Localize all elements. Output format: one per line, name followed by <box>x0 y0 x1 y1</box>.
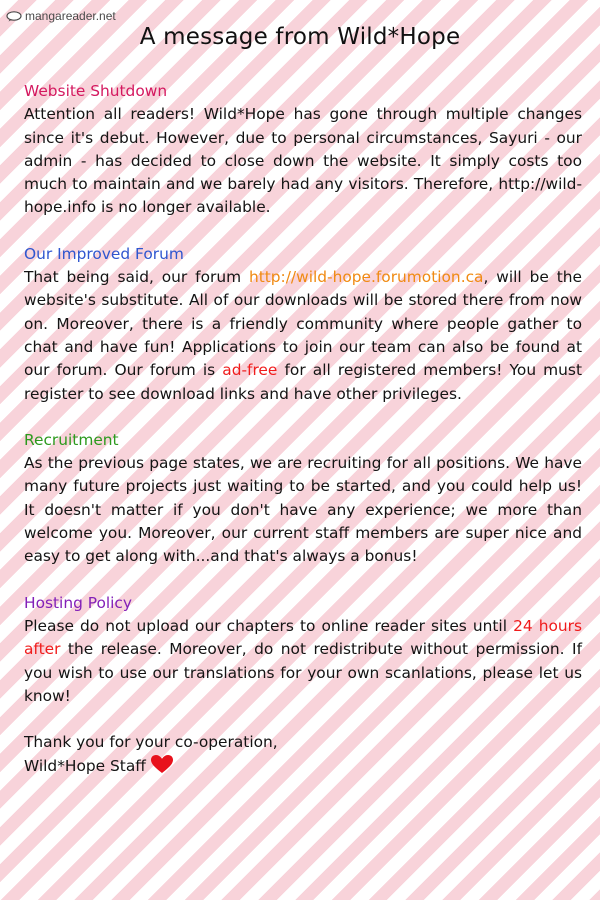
page-title: A message from Wild*Hope <box>139 24 461 50</box>
ad-free-highlight: ad-free <box>222 361 278 380</box>
section-text: As the previous page states, we are recruiting for all positions. We have many future projects just waiting to be started, and you could help us! It doesn't matter if you don't have any experience; we more than welcome you. Moreover, our current staff members are super nice and easy to get along with...and that's always a bonus! <box>24 454 582 566</box>
watermark-text: mangareader.net <box>25 9 116 23</box>
heart-icon <box>150 754 174 774</box>
section-heading: Hosting Policy <box>24 593 133 612</box>
section-text-part: Please do not upload our chapters to online reader sites until <box>24 616 514 635</box>
section-heading: Website Shutdown <box>24 82 168 100</box>
section-text-part: the release. Moreover, do not redistribute without permission. If you wish to use our translations for your own scanlations, please let us know! <box>24 640 582 705</box>
watermark <box>6 9 116 23</box>
message-body <box>24 80 582 779</box>
section-text <box>24 266 582 406</box>
closing-thanks: Thank you for your co-operation, <box>24 733 278 752</box>
section-heading: Recruitment <box>24 430 119 449</box>
closing <box>24 731 582 779</box>
speech-bubble-icon <box>6 11 22 22</box>
forum-link[interactable]: http://wild-hope.forumotion.ca <box>248 268 484 287</box>
section-text <box>24 615 582 708</box>
section-recruitment <box>24 429 582 569</box>
section-text-part: , will be the website's substitute. All of our downloads will be stored there from now on. Moreover, there is a friendly community where people gather to chat and have fun! Applications to join our team can also be found at our forum. Our forum is <box>24 268 582 380</box>
section-text-part: That being said, our forum <box>24 268 249 287</box>
section-website-shutdown <box>24 80 582 220</box>
section-text: Attention all readers! Wild*Hope has gone through multiple changes since it's debut. However, due to personal circumstances, Sayuri - our admin - has decided to close down the website. It simply costs too much to maintain and we barely had any visitors. Therefore, http://wild-hope.info is no longer available. <box>24 105 582 217</box>
section-hosting-policy <box>24 592 582 708</box>
hours-highlight: 24 hours after <box>24 616 582 659</box>
section-improved-forum <box>24 243 582 406</box>
closing-signature <box>24 754 582 778</box>
section-heading: Our Improved Forum <box>24 244 184 263</box>
signature-text: Wild*Hope Staff <box>24 757 146 776</box>
section-text-part: for all registered members! You must register to see download links and have other privileges. <box>24 361 582 403</box>
